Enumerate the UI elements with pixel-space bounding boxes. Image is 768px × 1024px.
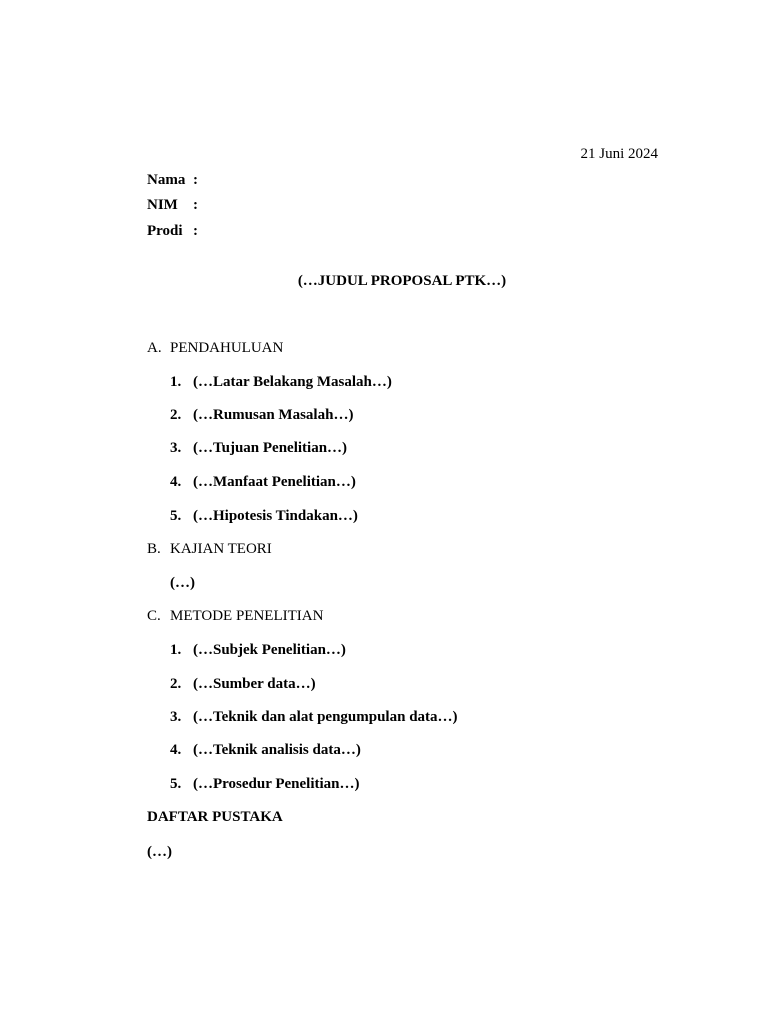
section-c-item-number: 4.	[170, 742, 182, 758]
nim-label: NIM	[147, 197, 178, 213]
nim-colon: :	[193, 197, 198, 213]
section-a-item-text: (…Hipotesis Tindakan…)	[193, 508, 358, 524]
section-c-heading: METODE PENELITIAN	[170, 608, 324, 624]
section-a-item-number: 4.	[170, 474, 182, 490]
references-heading: DAFTAR PUSTAKA	[147, 809, 283, 825]
section-a-letter: A.	[147, 340, 162, 356]
section-a-item-text: (…Latar Belakang Masalah…)	[193, 374, 392, 390]
section-c-letter: C.	[147, 608, 161, 624]
section-a-heading: PENDAHULUAN	[170, 340, 284, 356]
prodi-colon: :	[193, 223, 198, 239]
section-a-item-number: 5.	[170, 508, 182, 524]
section-c-item-number: 1.	[170, 642, 182, 658]
section-c-item-number: 3.	[170, 709, 182, 725]
section-b-content: (…)	[170, 575, 195, 591]
section-a-item-number: 2.	[170, 407, 182, 423]
section-c-item-text: (…Sumber data…)	[193, 676, 316, 692]
section-c-item-number: 5.	[170, 776, 182, 792]
proposal-title: (…JUDUL PROPOSAL PTK…)	[297, 273, 507, 289]
section-a-item-number: 1.	[170, 374, 182, 390]
section-c-item-text: (…Teknik dan alat pengumpulan data…)	[193, 709, 458, 725]
section-c-item-text: (…Prosedur Penelitian…)	[193, 776, 360, 792]
references-content: (…)	[147, 844, 172, 860]
document-date: 21 Juni 2024	[580, 146, 658, 162]
section-c-item-number: 2.	[170, 676, 182, 692]
section-a-item-text: (…Rumusan Masalah…)	[193, 407, 354, 423]
section-c-item-text: (…Subjek Penelitian…)	[193, 642, 346, 658]
section-b-letter: B.	[147, 541, 161, 557]
prodi-label: Prodi	[147, 223, 183, 239]
name-colon: :	[193, 172, 198, 188]
section-c-item-text: (…Teknik analisis data…)	[193, 742, 361, 758]
section-a-item-number: 3.	[170, 440, 182, 456]
section-a-item-text: (…Tujuan Penelitian…)	[193, 440, 348, 456]
section-a-item-text: (…Manfaat Penelitian…)	[193, 474, 356, 490]
section-b-heading: KAJIAN TEORI	[170, 541, 272, 557]
name-label: Nama	[147, 172, 186, 188]
